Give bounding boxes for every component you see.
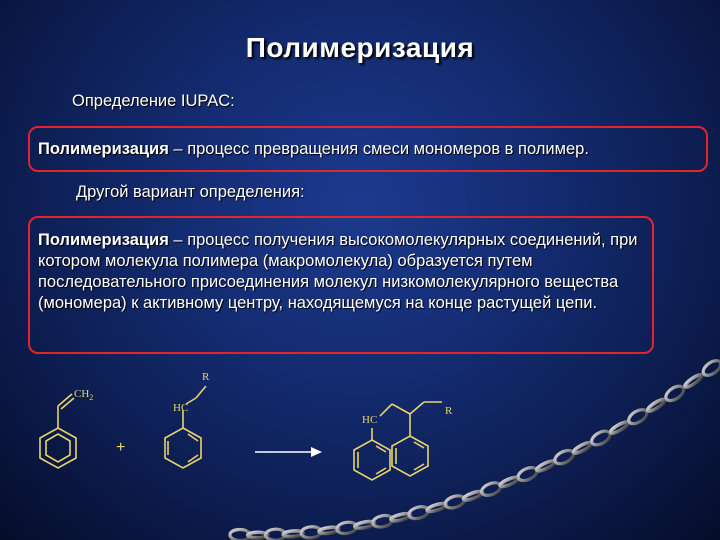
chain-links <box>230 358 720 540</box>
chain-link <box>701 358 720 379</box>
definition-1-term: Полимеризация <box>38 140 169 158</box>
chain-link <box>684 373 704 389</box>
r-label-1: R <box>202 371 210 383</box>
chain-link <box>626 407 649 427</box>
alt-definition-label: Другой вариант определения: <box>76 183 305 201</box>
chain-link <box>536 459 556 473</box>
iupac-label: Определение IUPAC: <box>72 92 235 110</box>
ch2-label: $CH_2$ <box>74 388 94 402</box>
definition-2-term: Полимеризация <box>38 231 169 249</box>
hc-label-2: HC <box>362 414 378 426</box>
definition-1-text: – процесс превращения смеси мономеров в полимер. <box>168 140 589 158</box>
chain-link <box>408 505 430 521</box>
definition-2-text: – процесс получения высокомолекулярных соединений, при котором молекула полимера (макромолекула) образуется путем последовательного присоединения молекул низкомолекулярного вещества (мономера) к активному центру, находящемуся на конце растущей цепи. <box>38 231 638 312</box>
slide-title: Полимеризация <box>245 32 475 63</box>
plus-sign: + <box>116 439 126 456</box>
chain-link <box>444 494 466 511</box>
r-label-2: R <box>445 405 453 417</box>
chain-link <box>646 398 666 413</box>
hc-label-1: HC <box>173 402 189 414</box>
chain-link <box>609 420 629 435</box>
chain-link <box>663 383 686 403</box>
chain-link <box>572 441 592 455</box>
